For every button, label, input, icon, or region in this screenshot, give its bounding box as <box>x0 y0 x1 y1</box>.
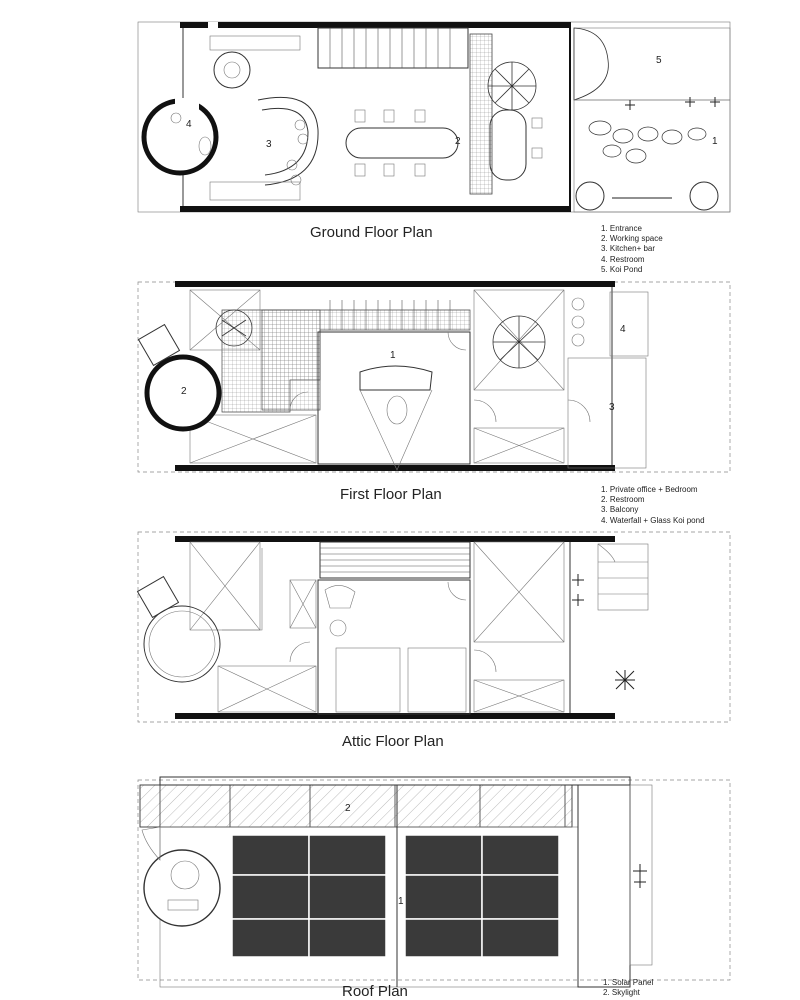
room-number: 2 <box>455 136 461 147</box>
first-floor-title: First Floor Plan <box>340 486 442 503</box>
ground-floor-legend <box>601 224 663 275</box>
roof-drawing <box>0 770 800 1000</box>
roof-plan <box>0 770 800 1000</box>
legend-item: 2. Restroom <box>601 495 645 505</box>
roof-legend <box>603 978 653 998</box>
room-number: 1 <box>398 896 404 907</box>
legend-item: 4. Waterfall + Glass Koi pond <box>601 515 705 525</box>
ground-floor-plan <box>0 0 800 280</box>
room-number: 1 <box>390 350 396 361</box>
legend-item: 3. Balcony <box>601 505 639 515</box>
attic-floor-drawing <box>0 530 800 760</box>
attic-floor-title: Attic Floor Plan <box>342 733 444 750</box>
room-number: 5 <box>656 55 662 66</box>
first-floor-legend <box>601 485 705 526</box>
legend-item: 3. Kitchen+ bar <box>601 244 656 254</box>
legend-item: 2. Working space <box>601 234 663 244</box>
room-number: 3 <box>266 139 272 150</box>
room-number: 3 <box>609 402 615 413</box>
room-number: 2 <box>345 803 351 814</box>
legend-item: 1. Solar Panel <box>603 978 654 987</box>
first-floor-plan <box>0 280 800 530</box>
ground-floor-title: Ground Floor Plan <box>310 224 433 241</box>
legend-item: 2. Skylight <box>603 988 640 998</box>
legend-item: 4. Restroom <box>601 254 645 264</box>
room-number: 4 <box>620 324 626 335</box>
attic-floor-plan <box>0 530 800 760</box>
room-number: 4 <box>186 119 192 130</box>
legend-item: 1. Entrance <box>601 224 642 233</box>
roof-title: Roof Plan <box>342 983 408 1000</box>
room-number: 1 <box>712 136 718 147</box>
room-number: 2 <box>181 386 187 397</box>
legend-item: 5. Koi Pond <box>601 264 643 274</box>
legend-item: 1. Private office + Bedroom <box>601 485 698 494</box>
